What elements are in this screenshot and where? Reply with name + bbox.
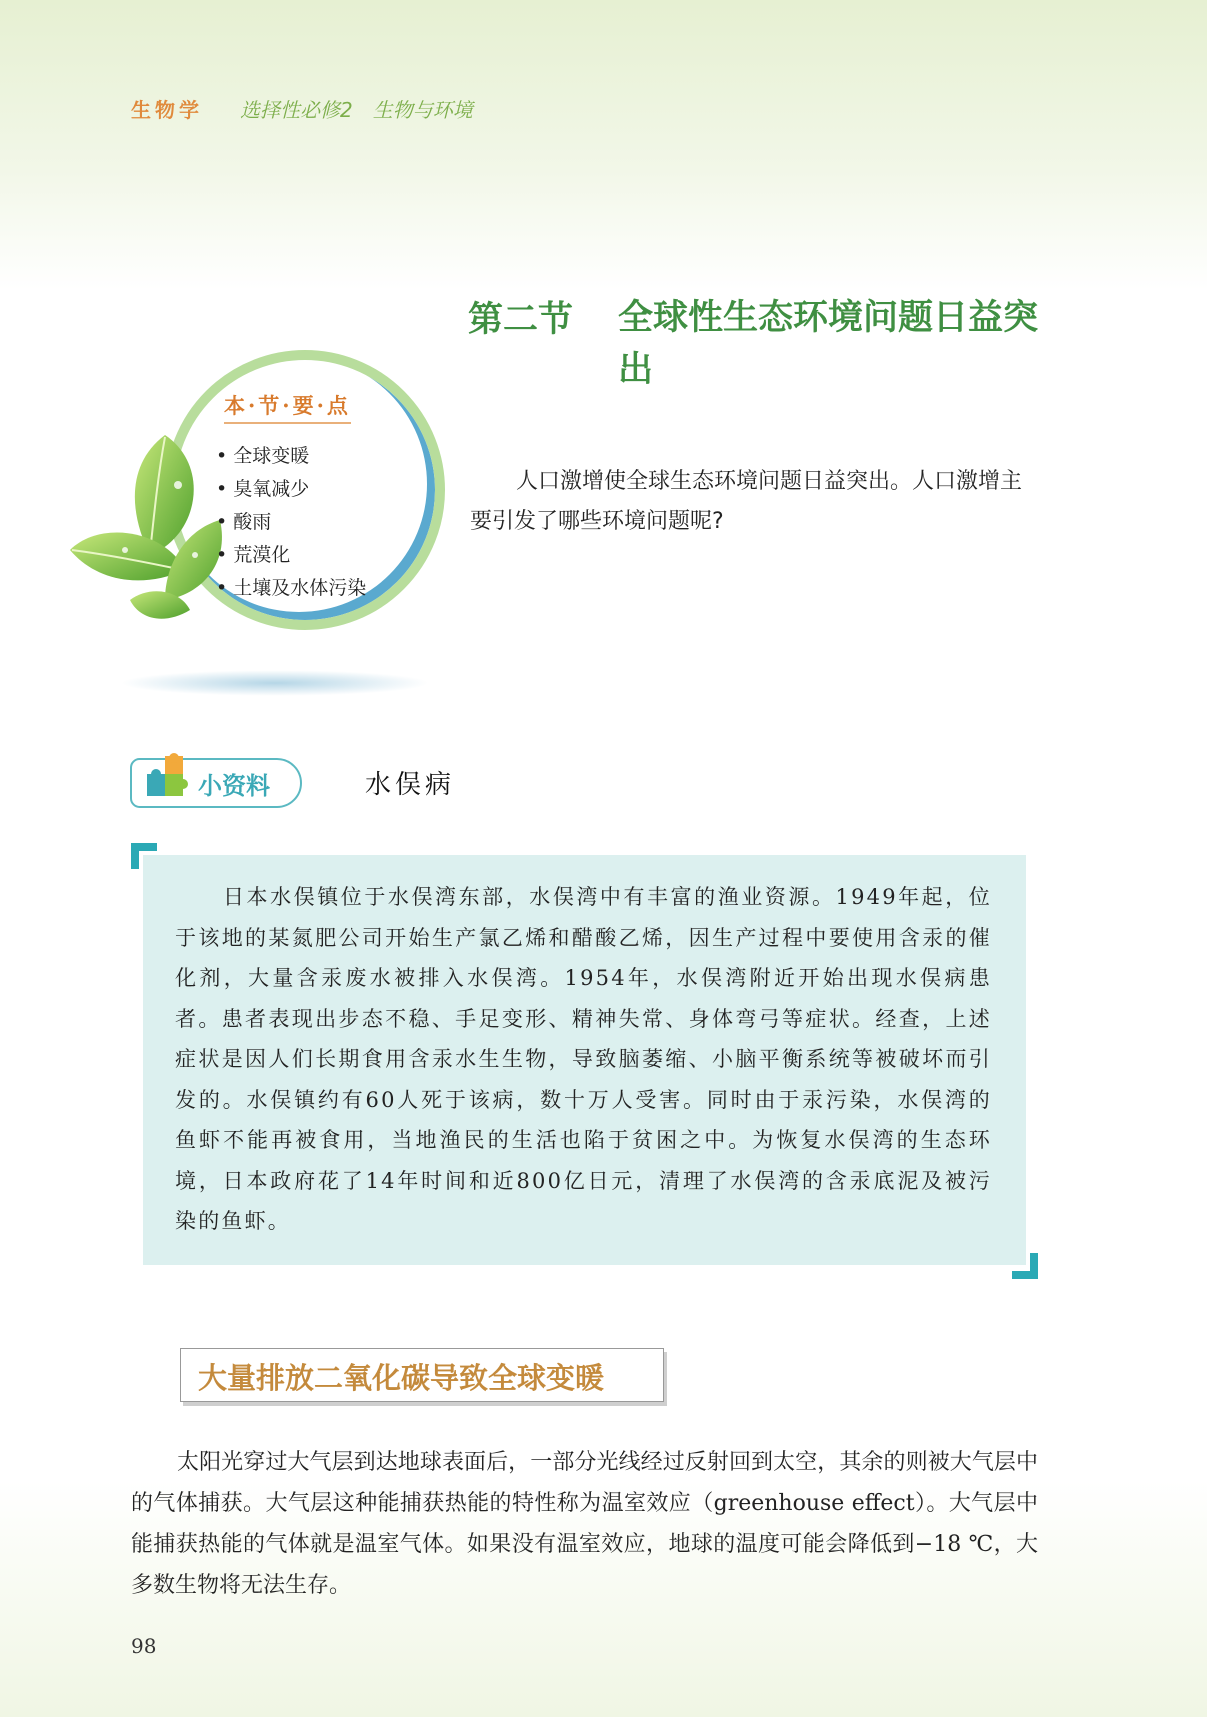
circle-shadow — [120, 670, 430, 696]
key-point-item: • 土壤及水体污染 — [216, 572, 366, 605]
key-point-item: • 全球变暖 — [216, 440, 366, 473]
body-paragraph: 太阳光穿过大气层到达地球表面后，一部分光线经过反射回到太空，其余的则被大气层中的气体捕获。大气层这种能捕获热能的特性称为温室效应（greenhouse effect）。大气层中能捕获热能的气体就是温室气体。如果没有温室效应，地球的温度可能会降低到−18 ℃，大多数生物将无法生存。 — [131, 1450, 1038, 1598]
header-book-title: 选择性必修2 生物与环境 — [240, 98, 473, 122]
section-label: 第二节 — [468, 300, 574, 340]
body-text — [131, 1442, 1038, 1606]
sidebar-box — [143, 855, 1026, 1265]
intro-paragraph: 人口激增使全球生态环境问题日益突出。人口激增主要引发了哪些环境问题呢? — [470, 469, 1023, 534]
section-title: 全球性生态环境问题日益突出 — [618, 298, 1039, 390]
key-point-item: • 臭氧减少 — [216, 473, 366, 506]
key-point-item: • 酸雨 — [216, 506, 366, 539]
page-number: 98 — [131, 1634, 157, 1658]
key-points-title: 本·节·要·点 — [224, 390, 351, 424]
header-subject: 生物学 — [131, 98, 203, 122]
sidebar-title: 水俣病 — [365, 770, 456, 800]
puzzle-icon — [145, 752, 195, 800]
leaf-icon — [70, 425, 230, 635]
subheading: 大量排放二氧化碳导致全球变暖 — [198, 1361, 605, 1395]
key-points-list — [216, 440, 366, 605]
sidebar-text: 日本水俣镇位于水俣湾东部，水俣湾中有丰富的渔业资源。1949年起，位于该地的某氮肥公司开始生产氯乙烯和醋酸乙烯，因生产过程中要使用含汞的催化剂，大量含汞废水被排入水俣湾。1954年，水俣湾附近开始出现水俣病患者。患者表现出步态不稳、手足变形、精神失常、身体弯弓等症状。经查，上述症状是因人们长期食用含汞水生生物，导致脑萎缩、小脑平衡系统等被破坏而引发的。水俣镇约有60人死于该病，数十万人受害。同时由于汞污染，水俣湾的鱼虾不能再被食用，当地渔民的生活也陷于贫困之中。为恢复水俣湾的生态环境，日本政府花了14年时间和近800亿日元，清理了水俣湾的含汞底泥及被污染的鱼虾。 — [175, 885, 992, 1233]
key-point-item: • 荒漠化 — [216, 539, 366, 572]
corner-mark-bottom-right — [1012, 1253, 1038, 1279]
data-badge-label: 小资料 — [198, 772, 270, 800]
